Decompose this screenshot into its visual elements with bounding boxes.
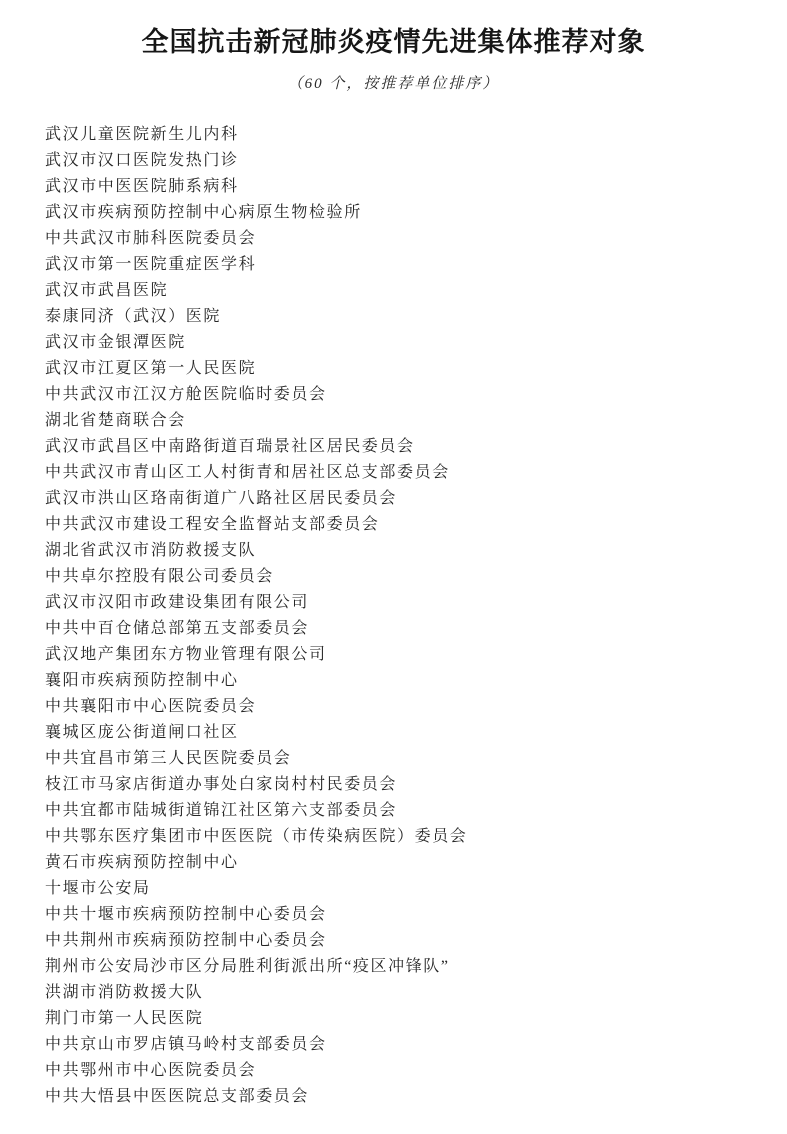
list-item: 武汉市疾病预防控制中心病原生物检验所 xyxy=(45,204,362,221)
list-item: 武汉地产集团东方物业管理有限公司 xyxy=(45,646,327,663)
list-item: 中共武汉市江汉方舱医院临时委员会 xyxy=(45,386,327,403)
list-item: 中共中百仓储总部第五支部委员会 xyxy=(45,620,310,637)
list-item: 中共卓尔控股有限公司委员会 xyxy=(45,568,274,585)
list-item: 中共宜昌市第三人民医院委员会 xyxy=(45,750,292,767)
list-item: 武汉市中医医院肺系病科 xyxy=(45,178,239,195)
list-item: 中共宜都市陆城街道锦江社区第六支部委员会 xyxy=(45,802,398,819)
list-item: 黄石市疾病预防控制中心 xyxy=(45,854,239,871)
list-item: 枝江市马家店街道办事处白家岗村村民委员会 xyxy=(45,776,398,793)
list-item: 中共大悟县中医医院总支部委员会 xyxy=(45,1088,310,1105)
list-item: 湖北省武汉市消防救援支队 xyxy=(45,542,257,559)
list-item: 武汉市武昌区中南路街道百瑞景社区居民委员会 xyxy=(45,438,415,455)
list-item: 中共武汉市建设工程安全监督站支部委员会 xyxy=(45,516,380,533)
list-item: 襄阳市疾病预防控制中心 xyxy=(45,672,239,689)
list-item: 中共十堰市疾病预防控制中心委员会 xyxy=(45,906,327,923)
list-item: 十堰市公安局 xyxy=(45,880,151,897)
list-item: 武汉市汉口医院发热门诊 xyxy=(45,152,239,169)
list-item: 武汉市武昌医院 xyxy=(45,282,169,299)
list-item: 武汉市金银潭医院 xyxy=(45,334,186,351)
list-item: 武汉市汉阳市政建设集团有限公司 xyxy=(45,594,310,611)
list-item: 武汉市洪山区珞南街道广八路社区居民委员会 xyxy=(45,490,398,507)
list-item: 中共襄阳市中心医院委员会 xyxy=(45,698,257,715)
list-item: 武汉儿童医院新生儿内科 xyxy=(45,126,239,143)
list-item: 中共京山市罗店镇马岭村支部委员会 xyxy=(45,1036,327,1053)
list-item: 中共武汉市肺科医院委员会 xyxy=(45,230,257,247)
list-item: 荆门市第一人民医院 xyxy=(45,1010,204,1027)
list-item: 洪湖市消防救援大队 xyxy=(45,984,204,1001)
page-subtitle: （60 个，按推荐单位排序） xyxy=(287,76,500,92)
list-item: 泰康同济（武汉）医院 xyxy=(45,308,222,325)
list-item: 襄城区庞公街道闸口社区 xyxy=(45,724,239,741)
recommendation-list xyxy=(0,122,787,1110)
list-item: 湖北省楚商联合会 xyxy=(45,412,186,429)
list-item: 中共鄂州市中心医院委员会 xyxy=(45,1062,257,1079)
list-item: 荆州市公安局沙市区分局胜利街派出所“疫区冲锋队” xyxy=(45,958,450,975)
list-item: 中共武汉市青山区工人村街青和居社区总支部委员会 xyxy=(45,464,450,481)
list-item: 武汉市江夏区第一人民医院 xyxy=(45,360,257,377)
list-item: 中共荆州市疾病预防控制中心委员会 xyxy=(45,932,327,949)
list-item: 中共鄂东医疗集团市中医医院（市传染病医院）委员会 xyxy=(45,828,468,845)
page-title: 全国抗击新冠肺炎疫情先进集体推荐对象 xyxy=(141,27,646,57)
list-item: 武汉市第一医院重症医学科 xyxy=(45,256,257,273)
